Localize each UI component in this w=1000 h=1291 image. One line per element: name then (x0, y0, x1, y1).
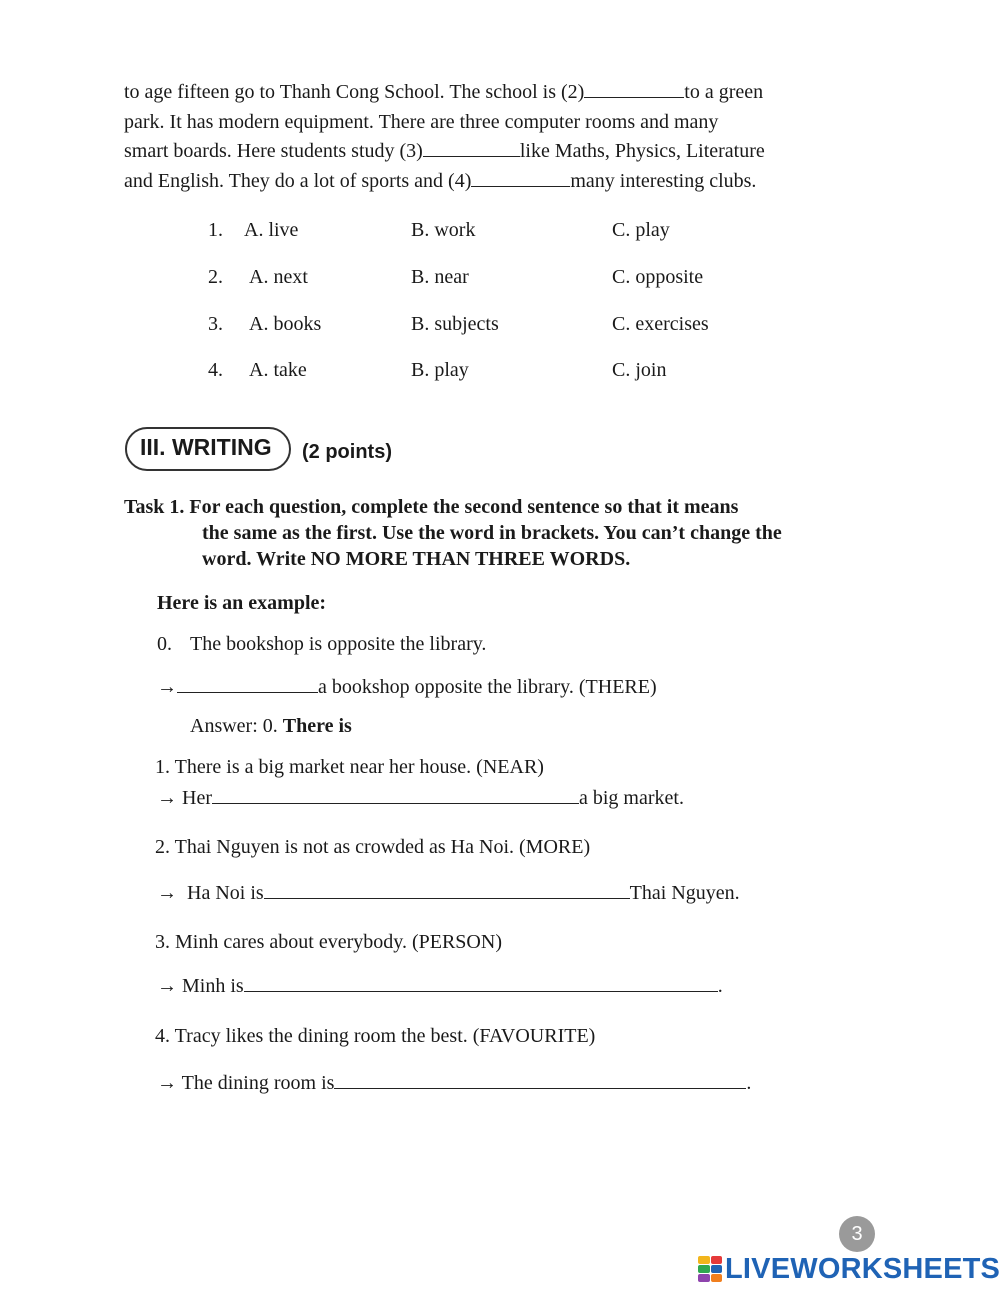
task-instructions-line-3: word. Write NO MORE THAN THREE WORDS. (202, 548, 631, 570)
option-c[interactable]: C. exercises (612, 313, 709, 335)
item-1-question: 1. There is a big market near her house. (NEAR) (155, 756, 544, 778)
item-3-rewrite: → Minh is . (157, 975, 723, 997)
blank-3[interactable] (423, 138, 520, 157)
item-2-rewrite: → Ha Noi is Thai Nguyen. (157, 882, 740, 904)
item-1-answer-input[interactable] (212, 785, 579, 804)
item-4-question: 4. Tracy likes the dining room the best. (FAVOURITE) (155, 1025, 596, 1047)
item-2-question: 2. Thai Nguyen is not as crowded as Ha Noi. (MORE) (155, 836, 591, 858)
question-number: 1. (208, 219, 223, 241)
section-title: III. WRITING (140, 434, 272, 460)
passage-line-1: to age fifteen go to Thanh Cong School. The school is (2) to a green (124, 81, 764, 103)
option-c[interactable]: C. play (612, 219, 670, 241)
task-instructions-line-1: Task 1. For each question, complete the second sentence so that it means (124, 496, 739, 518)
arrow-icon: → (157, 975, 177, 997)
item-4-answer-input[interactable] (334, 1070, 746, 1089)
option-a[interactable]: A. books (249, 313, 322, 335)
page-number-badge: 3 (839, 1216, 875, 1252)
blank-4[interactable] (471, 168, 570, 187)
reading-passage (124, 78, 874, 197)
liveworksheets-logo-icon (698, 1256, 722, 1282)
question-number: 2. (208, 266, 223, 288)
example-sentence: The bookshop is opposite the library. (190, 633, 487, 655)
example-blank (177, 674, 318, 693)
option-b[interactable]: B. play (411, 359, 469, 381)
option-a[interactable]: A. take (249, 359, 307, 381)
item-3-answer-input[interactable] (244, 973, 718, 992)
item-1-rewrite: → Her a big market. (157, 787, 684, 809)
option-c[interactable]: C. opposite (612, 266, 704, 288)
brand-text: LIVEWORKSHEETS (725, 1252, 1000, 1285)
question-number: 3. (208, 313, 223, 335)
example-number: 0. (157, 633, 172, 655)
blank-2[interactable] (584, 79, 684, 98)
liveworksheets-brand[interactable] (698, 1254, 1000, 1284)
example-heading: Here is an example: (157, 592, 327, 614)
arrow-icon: → (157, 1072, 177, 1094)
option-b[interactable]: B. subjects (411, 313, 499, 335)
item-4-rewrite: → The dining room is . (157, 1072, 752, 1094)
option-b[interactable]: B. near (411, 266, 469, 288)
task-instructions-line-2: the same as the first. Use the word in brackets. You can’t change the (202, 522, 782, 544)
example-rewrite: → a bookshop opposite the library. (THERE) (157, 676, 657, 698)
arrow-icon: → (157, 882, 177, 904)
option-a[interactable]: A. next (249, 266, 308, 288)
example-answer: Answer: 0. There is (190, 715, 352, 737)
item-2-answer-input[interactable] (264, 880, 630, 899)
arrow-icon: → (157, 787, 177, 809)
option-a[interactable]: A. live (244, 219, 299, 241)
item-3-question: 3. Minh cares about everybody. (PERSON) (155, 931, 502, 953)
passage-line-3: smart boards. Here students study (3) like Maths, Physics, Literature (124, 140, 765, 163)
question-number: 4. (208, 359, 223, 381)
option-b[interactable]: B. work (411, 219, 476, 241)
section-points: (2 points) (302, 441, 392, 463)
passage-line-2: park. It has modern equipment. There are three computer rooms and many (124, 110, 719, 133)
passage-line-4: and English. They do a lot of sports and (4) many interesting clubs. (124, 170, 757, 193)
option-c[interactable]: C. join (612, 359, 667, 381)
arrow-icon: → (157, 676, 177, 698)
